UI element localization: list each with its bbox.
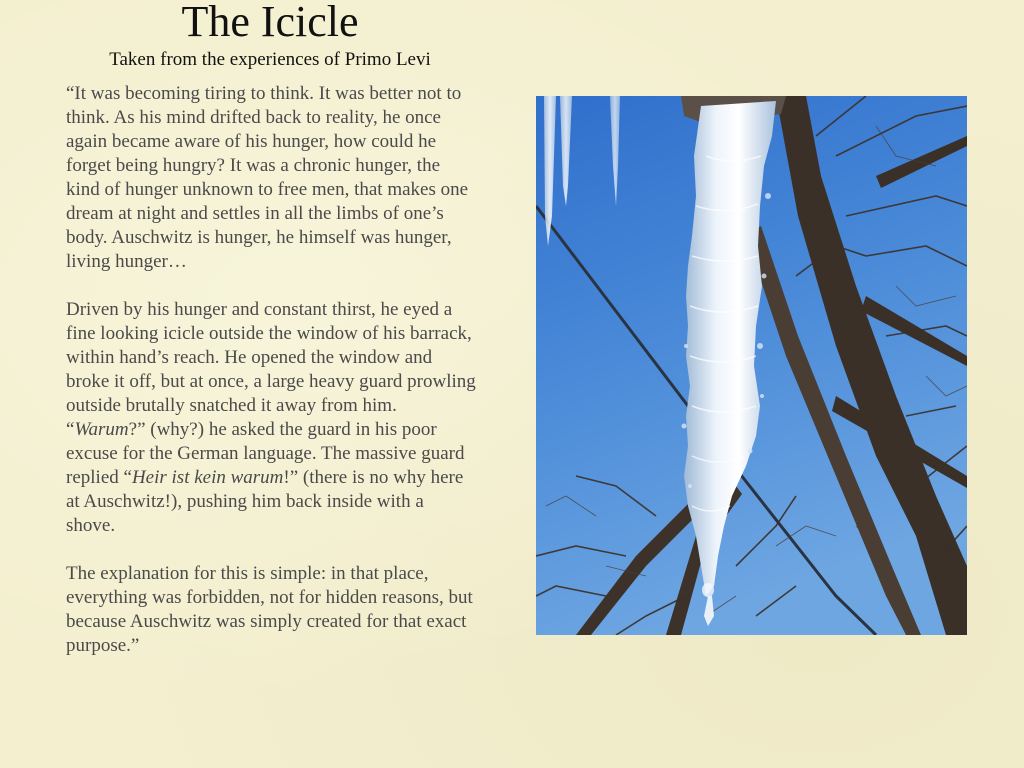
paragraph-1: “It was becoming tiring to think. It was better not to think. As his mind drifted back to reality, he once again became aware of his hunger, how could he forget being hungry? It was a chronic hunger, the kind of hunger unknown to free men, that makes one dream at night and settles in all the limbs of one’s body. Auschwitz is hunger, he himself was hunger, living hunger…	[66, 83, 469, 272]
paragraph-2	[66, 298, 476, 538]
warum-italic: Warum	[74, 419, 129, 440]
paragraph-3: The explanation for this is simple: in that place, everything was forbidden, not for hidden reasons, but because Auschwitz was simply created for that exact purpose.”	[66, 563, 473, 656]
icicle-photo	[536, 96, 967, 635]
body-text	[66, 82, 476, 682]
heir-ist-kein-warum-italic: Heir ist kein warum	[131, 467, 284, 488]
paragraph-2-part-2: ?” (why?) he asked the guard in his poor excuse for the German language. The massive guard replied “	[66, 419, 465, 488]
paragraph-2-part-3: !” (there is no why here at Auschwitz!), pushing him back inside with a shove.	[66, 467, 464, 536]
slide-title: The Icicle	[181, 0, 359, 46]
paragraph-2-part-1: Driven by his hunger and constant thirst, he eyed a fine looking icicle outside the window of his barrack, within hand’s reach. He opened the window and broke it off, but at once, a large heavy guard prowling outside brutally snatched it away from him. “	[66, 299, 476, 440]
slide-subtitle: Taken from the experiences of Primo Levi	[109, 49, 431, 70]
